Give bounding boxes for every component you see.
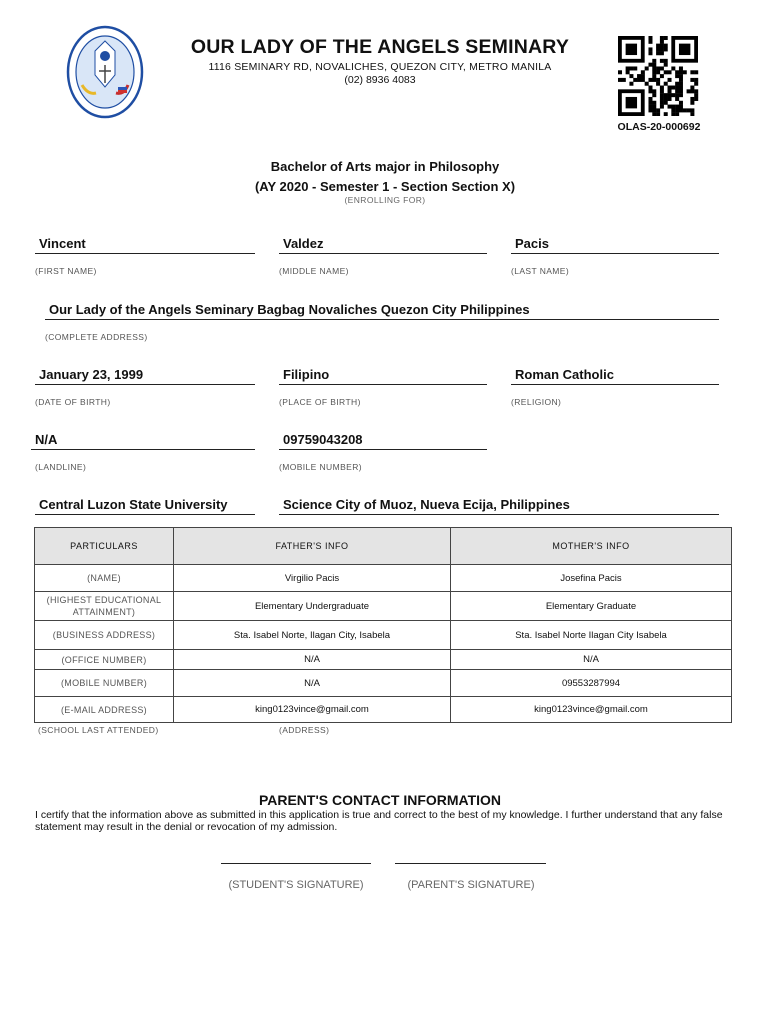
program-term: (AY 2020 - Semester 1 - Section Section X) xyxy=(254,179,516,194)
religion-caption: (RELIGION) xyxy=(511,397,562,407)
table-header-father: FATHER'S INFO xyxy=(174,528,451,565)
school-address-field[interactable]: Science City of Muoz, Nueva Ecija, Philippines xyxy=(279,497,719,515)
table-row xyxy=(35,650,732,670)
father-value: N/A xyxy=(174,670,451,697)
student-signature-line[interactable] xyxy=(221,862,371,864)
mother-value: Josefina Pacis xyxy=(451,565,732,592)
reference-number: OLAS-20-000692 xyxy=(617,121,701,133)
mobile-number-field[interactable]: 09759043208 xyxy=(279,432,487,450)
table-row xyxy=(35,592,732,621)
certification-text: I certify that the information above as submitted in this application is true and correct to the best of my knowledge. I further understand that any false statement may result in the denial or revocation of my admission. xyxy=(35,809,723,833)
table-header-row xyxy=(35,528,732,565)
row-label: (BUSINESS ADDRESS) xyxy=(35,621,174,650)
last-name-field[interactable]: Pacis xyxy=(511,236,719,254)
school-address: 1116 SEMINARY RD, NOVALICHES, QUEZON CITY, METRO MANILA xyxy=(208,61,552,73)
row-label: (NAME) xyxy=(35,565,174,592)
school-address-caption: (ADDRESS) xyxy=(279,725,330,735)
father-value: N/A xyxy=(174,650,451,670)
place-of-birth-caption: (PLACE OF BIRTH) xyxy=(279,397,361,407)
religion-field[interactable]: Roman Catholic xyxy=(511,367,719,385)
table-row xyxy=(35,565,732,592)
place-of-birth-field[interactable]: Filipino xyxy=(279,367,487,385)
first-name-field[interactable]: Vincent xyxy=(35,236,255,254)
first-name-caption: (FIRST NAME) xyxy=(35,266,97,276)
row-label: (OFFICE NUMBER) xyxy=(35,650,174,670)
enroll-caption: (ENROLLING FOR) xyxy=(344,195,426,205)
date-of-birth-field[interactable]: January 23, 1999 xyxy=(35,367,255,385)
parents-info-table xyxy=(34,527,732,723)
school-last-attended-field[interactable]: Central Luzon State University xyxy=(35,497,255,515)
table-row xyxy=(35,697,732,723)
date-of-birth-caption: (DATE OF BIRTH) xyxy=(35,397,111,407)
row-label: (MOBILE NUMBER) xyxy=(35,670,174,697)
father-value: king0123vince@gmail.com xyxy=(174,697,451,723)
landline-caption: (LANDLINE) xyxy=(35,462,87,472)
school-phone: (02) 8936 4083 xyxy=(344,74,416,86)
father-value: Elementary Undergraduate xyxy=(174,592,451,621)
table-header-particulars: PARTICULARS xyxy=(35,528,174,565)
mother-value: Sta. Isabel Norte Ilagan City Isabela xyxy=(451,621,732,650)
complete-address-field[interactable]: Our Lady of the Angels Seminary Bagbag Novaliches Quezon City Philippines xyxy=(45,302,719,320)
school-last-attended-caption: (SCHOOL LAST ATTENDED) xyxy=(38,725,159,735)
last-name-caption: (LAST NAME) xyxy=(511,266,570,276)
row-label: (HIGHEST EDUCATIONAL ATTAINMENT) xyxy=(35,592,174,621)
mobile-number-caption: (MOBILE NUMBER) xyxy=(279,462,362,472)
row-label: (E-MAIL ADDRESS) xyxy=(35,697,174,723)
landline-field[interactable]: N/A xyxy=(31,432,255,450)
table-row xyxy=(35,670,732,697)
middle-name-field[interactable]: Valdez xyxy=(279,236,487,254)
parent-signature-caption: (PARENT'S SIGNATURE) xyxy=(407,879,535,891)
student-signature-caption: (STUDENT'S SIGNATURE) xyxy=(228,879,364,891)
mother-value: king0123vince@gmail.com xyxy=(451,697,732,723)
father-value: Virgilio Pacis xyxy=(174,565,451,592)
complete-address-caption: (COMPLETE ADDRESS) xyxy=(45,332,148,342)
contact-title: PARENT'S CONTACT INFORMATION xyxy=(258,792,502,808)
qr-code-icon xyxy=(616,36,700,116)
middle-name-caption: (MIDDLE NAME) xyxy=(279,266,349,276)
mother-value: 09553287994 xyxy=(451,670,732,697)
parent-signature-line[interactable] xyxy=(395,862,546,864)
program-course: Bachelor of Arts major in Philosophy xyxy=(270,159,500,174)
father-value: Sta. Isabel Norte, Ilagan City, Isabela xyxy=(174,621,451,650)
table-header-mother: MOTHER'S INFO xyxy=(451,528,732,565)
mother-value: N/A xyxy=(451,650,732,670)
mother-value: Elementary Graduate xyxy=(451,592,732,621)
seminary-seal-icon xyxy=(66,25,144,119)
school-name: OUR LADY OF THE ANGELS SEMINARY xyxy=(190,36,570,58)
table-row xyxy=(35,621,732,650)
